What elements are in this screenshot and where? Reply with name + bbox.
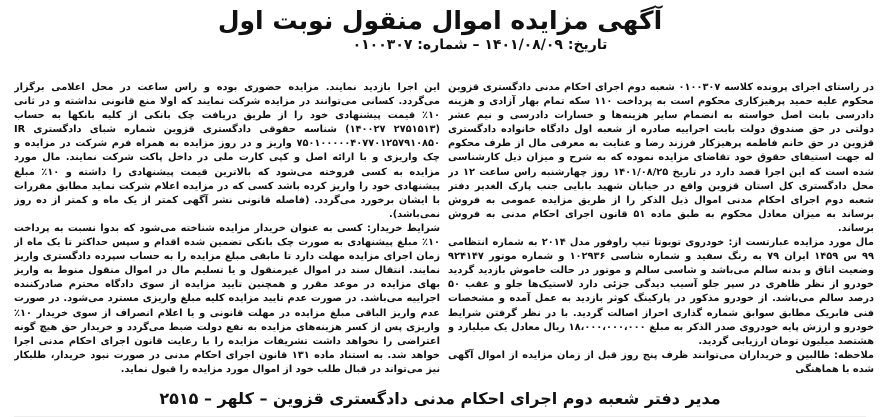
intro-paragraph: در راستای اجرای پرونده کلاسه ۰۱۰۰۳۰۷ شعبه دوم اجرای احکام مدنی دادگستری قزوین محکوم علیه حمید پرهیزکاری محکوم است به پرداخت ۱۱۰ سکه تمام بهار آزادی و هزینه دادرسی بابت اصل خواسته به انضمام سایر هزینه‌ها و خسارات دادرسی و نیم عشر دولتی در حق صندوق دولت بابت اجراییه صادره از شعبه اول دادگاه خانواده دادگستری قزوین در حق خانم فاطمه پرهیزکار فرزند رضا و عنایت به معرفی مال از طرف محکوم له جهت استیفای حقوق خود تقاضای مزایده نموده که به شرح و میزان ذیل کارشناسی شده است که این اجرا قصد دارد در تاریخ ۱۴۰۱/۰۸/۲۵ روز چهارشنبه راس ساعت ۱۲ در محل دادگستری کل استان قزوین واقع در خیابان شهید بابایی جنب پارک الغدیر دفتر شعبه دوم اجرای احکام مدنی اموال ذیل الذکر را از طریق مزایده عمومی به فروش برساند به میزان معادل محکوم به طبق ماده ۵۱ قانون اجرای احکام مدنی به فروش برساند. [448,82,874,234]
buyer-paragraph [14,222,440,377]
left-column [14,81,440,377]
items-text: خودروی تویوتا تیپ راوفور مدل ۲۰۱۴ به شماره انتظامی ۹۹ س ۱۴۵۹ ایران ۷۹ به رنگ سفید و شماره شاسی ۱۰۲۹۳۶ و شماره موتور ۹۲۴۱۴۷ وضعیت اتاق و بدنه سالم می‌باشد و شاسی سالم و موتور در حالت خاموش بازدید گردید خودرو از نظر ظاهری در سپر جلو آسیب دیدگی جزئی دارد لاستیک‌ها جلو و عقب ۵۰ درصد سالم می‌باشد. از خودرو مذکور در پارکینگ کوثر بازدید به عمل آمده و مشخصات فنی فابریک مطابق سوابق شماره گذاری احراز اصالت گردید. با در نظر گرفتن شرایط خودرو و ارزش پایه خودروی صدر الذکر به مبلغ ۱۸،۰۰۰،۰۰۰،۰۰۰ ریال معادل یک میلیارد و هشتصد میلیون تومان ارزیابی گردید. [448,237,874,347]
note-label: ملاحظه: [834,349,874,361]
note-paragraph [448,349,874,377]
date-and-number: تاریخ: ۱۴۰۱/۰۸/۰۹ – شماره: ۰۱۰۰۳۰۷ [352,37,608,53]
note-text: طالبین و خریداران می‌توانند ظرف پنج روز قبل از زمان مزایده از اموال آگهی شده با هماهنگی [448,349,874,375]
notice-title: آگهی مزایده اموال منقول نوبت اول [217,6,663,35]
buyer-text: کسی به عنوان خریدار مزایده شناخته می‌شود که بدوا نسبت به پرداخت ۱۰٪ مبلغ پیشنهادی به صورت چک بانکی تضمین شده اقدام و سپس حداکثر تا یک ماه از زمان اجرای مزایده مهلت دارد تا مابقی مبلغ مزایده را به حساب سپرده دادگستری واریز نمایند. انتقال سند در اموال غیرمنقول و یا تسلیم مال در اموال منقول منوط به واریز بهای مزایده در موعد مقرر و همچنین تایید مزایده از سوی دادگاه محترم صادرکننده اجراییه می‌باشد. در صورت عدم تایید مزایده کلیه مبلغ واریزی مسترد می‌شود. در صورت عدم واریز الباقی مبلغ مزایده در مهلت قانونی و یا اعلام انصراف از سوی خریدار ۱۰٪ واریزی پس از کسر هزینه‌های مزایده به نفع دولت ضبط می‌گردد و خریدار حق هیچ گونه اعتراضی را نخواهد داشت تشریفات مزایده را با رعایت قانون اجرای احکام مدنی اجرا خواهد شد. به استناد ماده ۱۳۱ قانون اجرای احکام مدنی در صورت نبود خریدار، طلبکار نیز می‌تواند در قبال طلب خود از اموال مورد مزایده را قبول نماید. [14,222,440,375]
buyer-label: شرایط خریدار: [366,222,440,234]
notice-signature: مدیر دفتر شعبه دوم اجرای احکام مدنی دادگستری قزوین – کلهر – ۲۵۱۵ [159,389,721,408]
items-label: مال مورد مزایده عبارتست از: [728,237,874,249]
right-column [448,81,874,377]
notice-body [14,81,874,377]
items-paragraph [448,236,874,349]
conditions-paragraph: این اجرا بازدید نمایند. مزایده حضوری بوده و راس ساعت در محل اعلامی برگزار می‌گردد. کسانی می‌توانند در مزایده شرکت نمایند که اولا منع قانونی نداشته و در ثانی ۱۰٪ قیمت پیشنهادی خود را از طریق دریافت چک بانکی از کلیه بانکها به حساب (۲۷۵۱۵۱۳ ۱۴۰۰۲۷) شناسه حقوقی دادگستری قزوین شماره شبای دادگستری IR ۷۵۰۱۰۰۰۰۰۴۰۷۷۰۱۲۵۷۹۱۰۸۵۰ واریز و در روز مزایده به همراه فرم شرکت در مزایده و چک واریزی و با ارائه اصل و کپی کارت ملی در داخل پاکت شرکت نمایند. مال مورد مزایده به کسی فروخته می‌شود که بالاترین قیمت پیشنهادی را داشته و ۱۰٪ مبلغ پیشنهادی خود را واریز کرده باشد کسی که در مزایده اعلام شرکت نماید مطابق مقررات با ایشان برخورد می‌گردد. (فاصله قانونی نشر آگهی کمتر از یک ماه و کمتر از ده روز نمی‌باشد). [14,82,440,220]
